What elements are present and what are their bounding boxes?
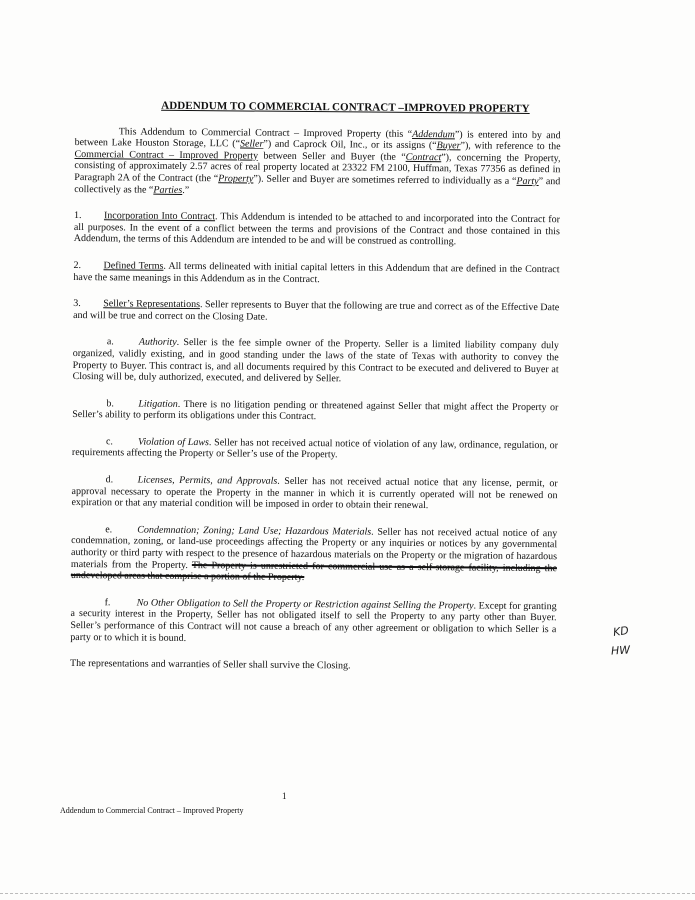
subsection-letter: b.	[106, 397, 114, 410]
intro-text: between Seller and Buyer (the “	[258, 150, 406, 163]
section-text: . All terms delineated with initial capital letters in this Addendum that are defined in the Contract have the same meanings in this Addendum as in the Contract.	[73, 260, 560, 285]
struck-through-text: The Property is unrestricted for commercial use as a self-storage facility, including the undeveloped areas that comprise a portion of the Property.	[70, 559, 557, 584]
subsection-c	[72, 436, 558, 463]
intro-text: ” and collectively as the “	[74, 176, 561, 196]
subsection-letter: d.	[105, 474, 114, 486]
handwritten-initials-hw: HW	[610, 643, 631, 658]
scan-edge-divider	[0, 893, 695, 894]
subsection-text: . Seller is the fee simple owner of the Property. Seller is a limited liability company duly organized, validly existing, and in good standing under the laws of the state of Texas with authority to convey the Property to Buyer. This contract is, and all documents required by this Contract to be executed and delivered to Buyer at Closing will be, duly authorized, executed, and delivered by Seller.	[72, 337, 559, 385]
defined-term-seller: Seller	[240, 138, 264, 150]
subsection-heading: Litigation	[138, 398, 178, 410]
defined-term-contract: Contract	[405, 151, 442, 163]
intro-text: ”), with reference to the	[460, 140, 561, 153]
subsection-d	[71, 474, 557, 513]
defined-term-property: Property	[218, 173, 254, 185]
subsection-heading: No Other Obligation to Sell the Property or Restriction against Selling the Property	[136, 597, 474, 612]
subsection-text: . Seller has not received actual notice of any condemnation, zoning, or land-use proceedings affecting the Property or any inquiries or notices by any governmental authority or third party with respect to the presence of hazardous materials on the Property or the migration of hazardous materials from the Property.	[70, 526, 558, 571]
section-1	[74, 210, 560, 249]
subsection-letter: e.	[105, 524, 113, 536]
document-body	[70, 100, 561, 689]
section-2	[73, 260, 559, 287]
subsection-text: . Seller has not received actual notice of violation of any law, ordinance, regulation, or requirements affecting the Property or Seller’s use of the Property.	[71, 437, 559, 461]
page-number: 1	[282, 791, 287, 801]
section-number: 1.	[73, 210, 82, 222]
subsection-text: . Except for granting a security interest in the Property, Seller has not obligated itself to sell the Property to any party other than Buyer. Seller’s performance of this Contract will not cause a breach of any other agreement or obligation to which Seller is a party or to which it is bound.	[70, 600, 557, 644]
page-footer: Addendum to Commercial Contract – Improved Property	[60, 806, 244, 815]
intro-text: ”) and Caprock Oil, Inc., or its assigns (“	[263, 138, 437, 152]
section-text: . This Addendum is intended to be attached to and incorporated into the Contract for all purposes. In the event of a conflict between the terms and provisions of the Contract and those contained in this Addendum, the terms of this Addendum are intended to be and will be construed as controlling.	[73, 211, 561, 248]
subsection-e	[71, 524, 557, 586]
subsection-heading: Licenses, Permits, and Approvals	[137, 474, 278, 487]
intro-text: ”) is entered into by and between Lake Houston Storage, LLC (“	[74, 128, 561, 150]
subsection-letter: c.	[105, 436, 114, 448]
intro-paragraph	[74, 126, 561, 200]
defined-term-party: Party	[516, 175, 539, 188]
section-heading: Defined Terms	[103, 260, 164, 272]
subsection-heading: Violation of Laws	[137, 436, 209, 449]
section-number: 3.	[73, 298, 81, 310]
defined-term-addendum: Addendum	[412, 128, 455, 140]
section-3	[73, 298, 559, 325]
defined-term-parties: Parties	[153, 184, 183, 196]
defined-term-buyer: Buyer	[436, 140, 461, 152]
intro-text: This Addendum to Commercial Contract – Improved Property (this “	[118, 125, 413, 140]
subsection-f	[70, 597, 556, 648]
subsection-a	[73, 336, 559, 387]
contract-reference: Commercial Contract – Improved Property	[74, 148, 259, 162]
section-number: 2.	[73, 259, 82, 271]
subsection-letter: f.	[104, 597, 111, 609]
subsection-heading: Condemnation; Zoning; Land Use; Hazardous Materials	[137, 524, 372, 538]
document-title: ADDENDUM TO COMMERCIAL CONTRACT –IMPROVED PROPERTY	[161, 99, 530, 115]
subsection-b	[72, 398, 558, 425]
subsection-text: . Seller has not received actual notice that any license, permit, or approval necessary to operate the Property in the manner in which it is currently operated will not be renewed on expiration or that any material condition will be imposed in order to obtain their renewal.	[71, 475, 558, 512]
closing-statement: The representations and warranties of Seller shall survive the Closing.	[70, 658, 351, 672]
handwritten-initials-kd: KD	[612, 623, 630, 640]
section-text: . Seller represents to Buyer that the following are true and correct as of the Effective Date and will be true and correct on the Closing Date.	[73, 299, 560, 323]
intro-text: ”). Seller and Buyer are sometimes referred to individually as a “	[253, 173, 517, 187]
section-heading: Incorporation Into Contract	[103, 210, 216, 223]
subsection-heading: Authority	[138, 336, 177, 349]
intro-text: .”	[182, 184, 190, 196]
subsection-letter: a.	[106, 336, 114, 348]
section-heading: Seller’s Representations	[103, 298, 201, 311]
subsection-text: . There is no litigation pending or threatened against Seller that might affect the Property or Seller’s ability to perform its obligations under this Contract.	[72, 398, 559, 423]
intro-text: ”), concerning the Property, consisting of approximately 2.57 acres of real property located at 23322 FM 2100, Huffman, Texas 77356 as defined in Paragraph 2A of the Contract (the “	[74, 151, 561, 185]
